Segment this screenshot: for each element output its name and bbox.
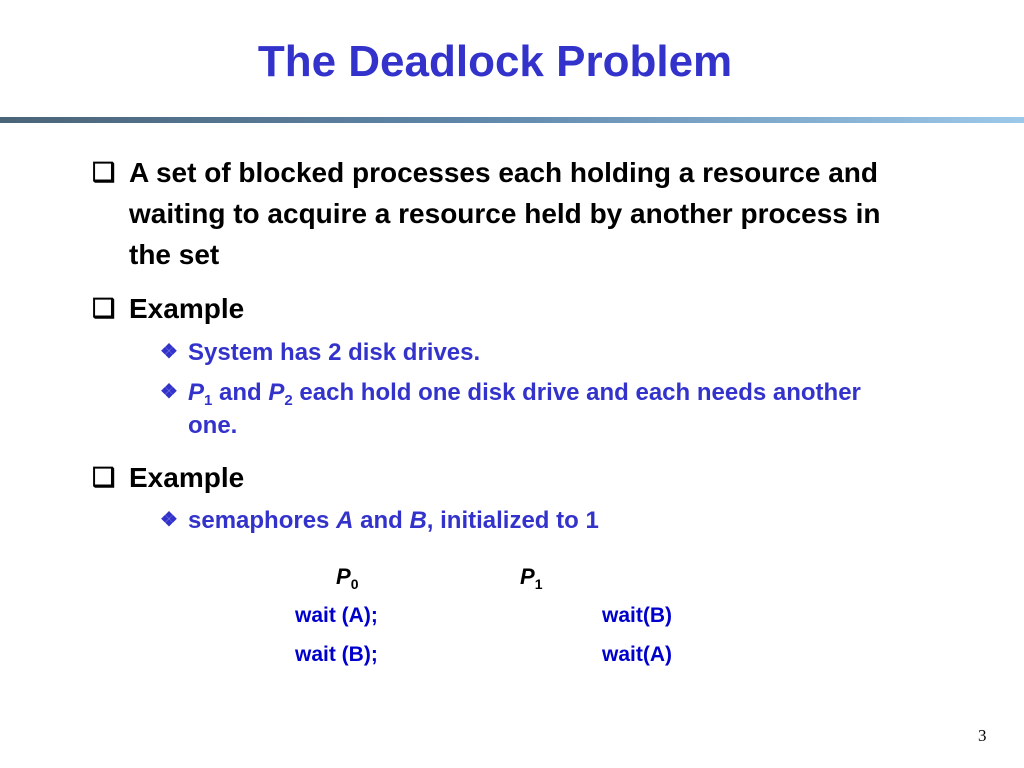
diamond-bullet-icon: ❖: [160, 381, 178, 403]
sub-bullet-disk-drives-text: System has 2 disk drives.: [188, 339, 481, 366]
process-subscript: 1: [534, 576, 543, 592]
code-p0-line-2: wait (B);: [295, 643, 378, 666]
page-number: 3: [978, 726, 987, 745]
code-p1-line-2: wait(A): [602, 643, 672, 666]
process-symbol: P: [268, 379, 285, 406]
process-label: P: [336, 564, 351, 589]
semaphore-b: B: [409, 507, 427, 534]
sub-bullet-rest: each hold one disk drive and each needs another one.: [188, 379, 861, 439]
semaphores-initialized: , initialized to 1: [426, 507, 599, 534]
process-subscript: 2: [284, 392, 293, 409]
sub-bullet-hold-need-text: [188, 376, 908, 442]
conjunction: and: [219, 379, 262, 406]
code-p1-line-1: wait(B): [602, 604, 672, 627]
process-symbol: P: [188, 379, 205, 406]
process-p0-header: [336, 564, 358, 590]
code-p0-line-1: wait (A);: [295, 604, 378, 627]
semaphores-word: semaphores: [188, 507, 330, 534]
process-p1-header: [520, 564, 542, 590]
slide-title: The Deadlock Problem: [257, 37, 733, 86]
conjunction: and: [360, 507, 403, 534]
process-label: P: [520, 564, 535, 589]
process-subscript: 0: [350, 576, 359, 592]
sub-bullet-semaphores-text: [188, 504, 908, 537]
title-divider: [0, 117, 1024, 123]
square-bullet-icon: ❑: [92, 157, 116, 187]
bullet-example-2-text: Example: [129, 462, 245, 493]
semaphore-a: A: [336, 507, 354, 534]
square-bullet-icon: ❑: [92, 293, 116, 323]
diamond-bullet-icon: ❖: [160, 341, 178, 363]
bullet-definition-text: A set of blocked processes each holding a resource and waiting to acquire a resource held by another process in the set: [129, 157, 881, 270]
process-subscript: 1: [204, 392, 213, 409]
diamond-bullet-icon: ❖: [160, 509, 178, 531]
square-bullet-icon: ❑: [92, 462, 116, 492]
bullet-example-1-text: Example: [129, 293, 245, 324]
